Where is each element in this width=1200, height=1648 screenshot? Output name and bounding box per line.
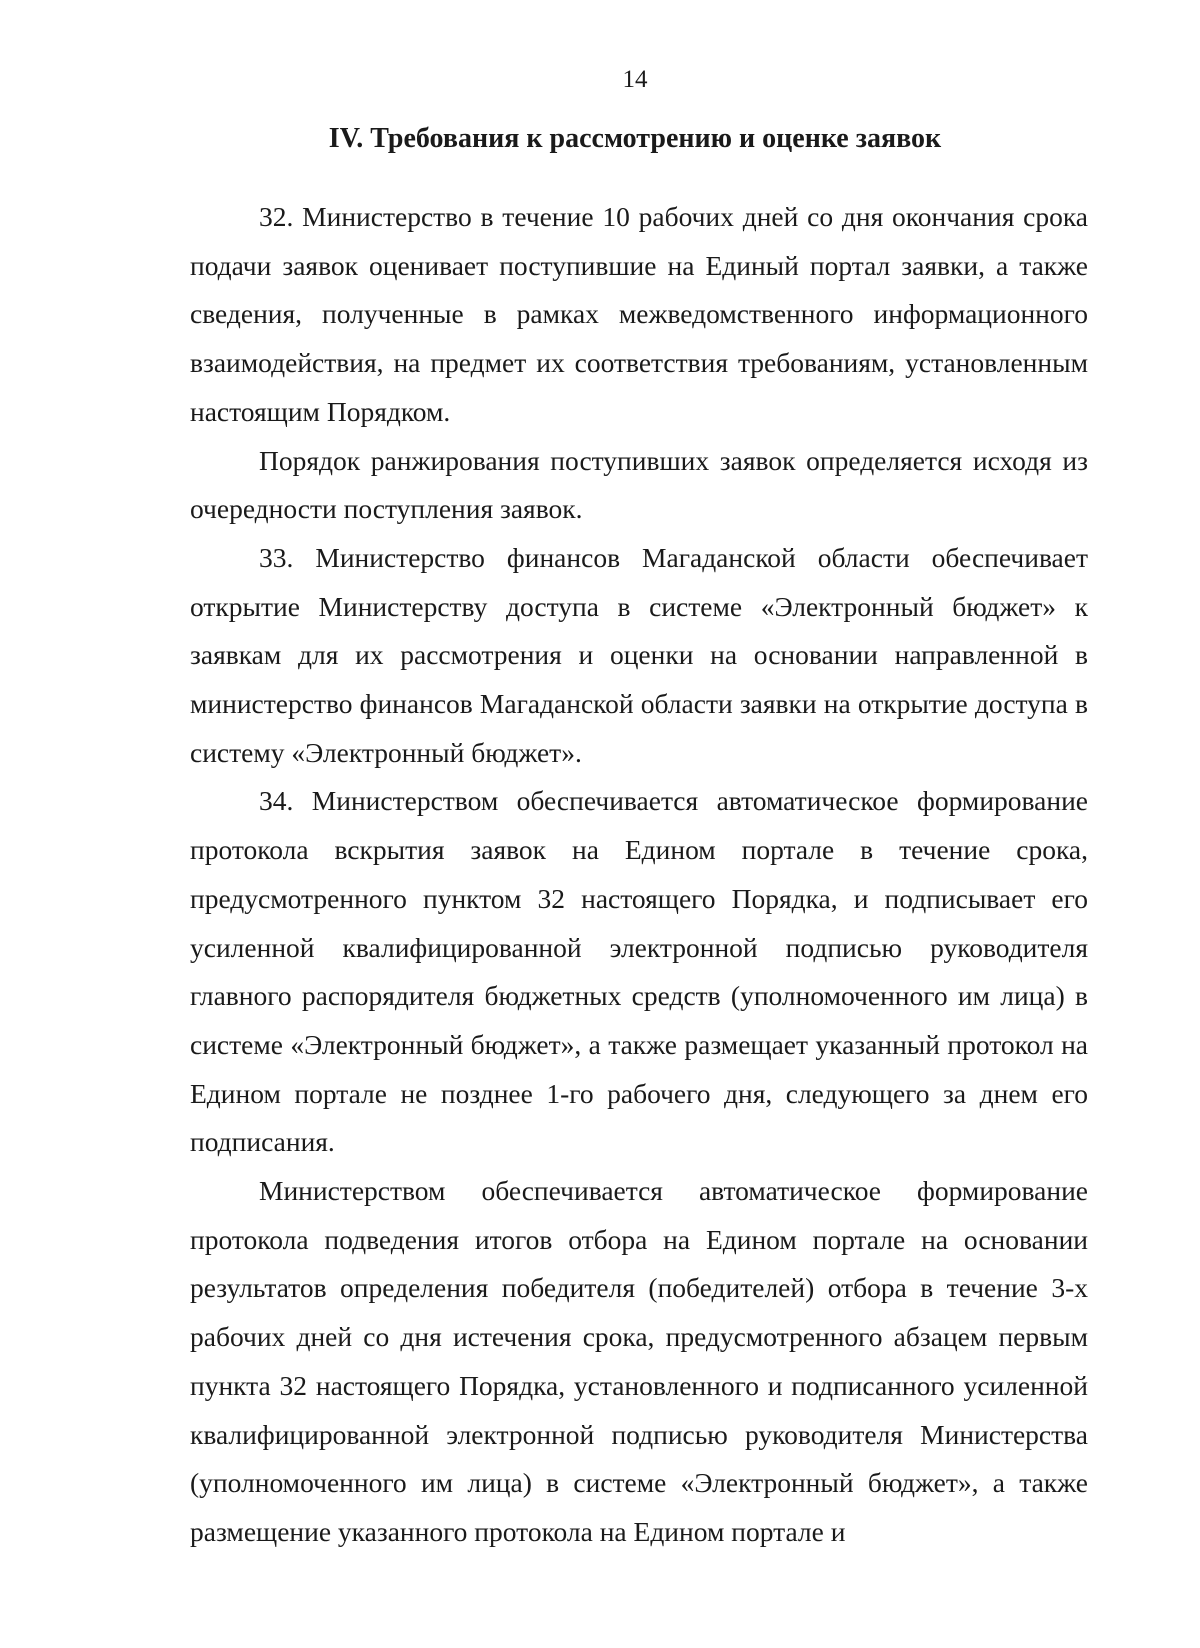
section-heading: IV. Требования к рассмотрению и оценке заявок <box>328 123 942 154</box>
document-body <box>190 193 1088 1557</box>
paragraph-34: 34. Министерством обеспечивается автоматическое формирование протокола вскрытия заявок на Едином портале в течение срока, предусмотренного пунктом 32 настоящего Порядка, и подписывает его усиленной квалифицированной электронной подписью руководителя главного распорядителя бюджетных средств (уполномоченного им лица) в системе «Электронный бюджет», а также размещает указанный протокол на Едином портале не позднее 1-го рабочего дня, следующего за днем его подписания. <box>190 785 1088 1158</box>
page-number: 14 <box>622 66 648 93</box>
paragraph-34-continued: Министерством обеспечивается автоматическое формирование протокола подведения итогов отбора на Едином портале на основании результатов определения победителя (победителей) отбора в течение 3-х рабочих дней со дня истечения срока, предусмотренного абзацем первым пункта 32 настоящего Порядка, установленного и подписанного усиленной квалифицированной электронной подписью руководителя Министерства (уполномоченного им лица) в системе «Электронный бюджет», а также размещение указанного протокола на Едином портале и <box>190 1175 1088 1547</box>
paragraph-32: 32. Министерство в течение 10 рабочих дней со дня окончания срока подачи заявок оценивает поступившие на Единый портал заявки, а также сведения, полученные в рамках межведомственного информационного взаимодействия, на предмет их соответствия требованиям, установленным настоящим Порядком. <box>190 201 1088 427</box>
paragraph-33: 33. Министерство финансов Магаданской области обеспечивает открытие Министерству доступа в системе «Электронный бюджет» к заявкам для их рассмотрения и оценки на основании направленной в министерство финансов Магаданской области заявки на открытие доступа в систему «Электронный бюджет». <box>190 541 1088 768</box>
paragraph-ranking: Порядок ранжирования поступивших заявок определяется исходя из очередности поступления заявок. <box>190 444 1088 525</box>
